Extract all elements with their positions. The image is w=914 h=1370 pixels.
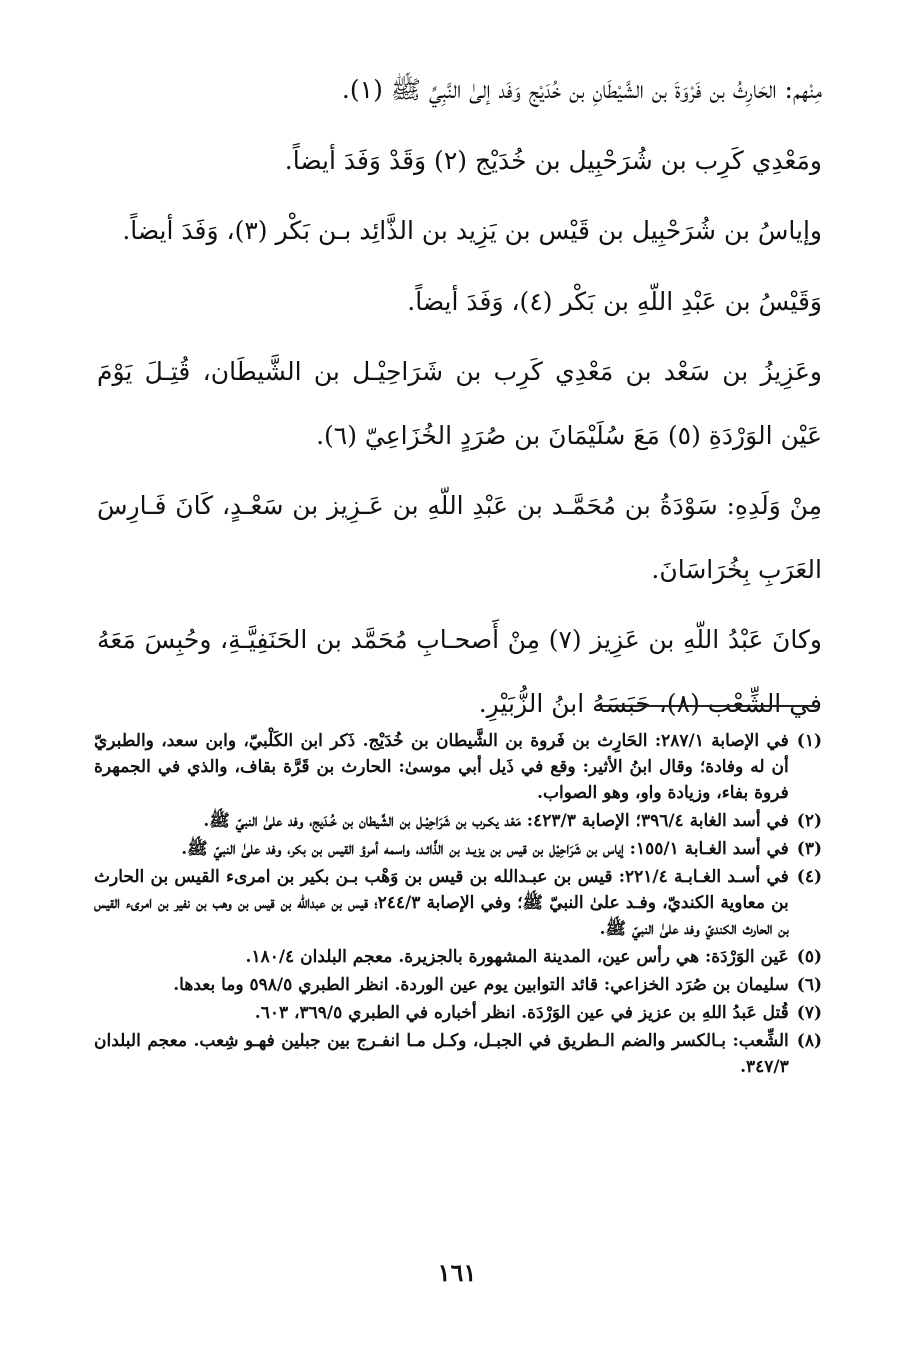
paragraph-3: وإياسُ بن شُرَحْبِيل بن قَيْس بن يَزِيد بن الذَّائِد بـن بَكْر (٣)، وَفَدَ أيضاً. <box>122 216 822 245</box>
footnote-divider <box>596 705 818 707</box>
footnote-text: عَين الوَرْدَة: هي رأس عين، المدينة المشهورة بالجزيرة. معجم البلدان ١٨٠/٤. <box>245 947 789 967</box>
footnote-number: (٣) <box>796 839 822 859</box>
paragraph-2: ومَعْدِي كَرِب بن شُرَحْبِيل بن خُدَيْج (٢) وَقَدْ وَفَدَ أيضاً. <box>284 145 822 175</box>
footnote-text: في أسـد الغـابـة ٢٢١/٤: قيس بن عبـدالله بن قيس بن وَهْب بـن بكير بن امرىء القيس بن الحارث بن معاوية الكنديّ، وفـد علىٰ النبيّ ﷺ؛ وفي الإصابة ٢٤٤/٣؛ قيس بن عبدالله بن قيس بن وهب بن نفير بن امرىء القيس بن الحارث الكنديّ وفد علىٰ النبيّ ﷺ. <box>94 867 789 939</box>
footnote-5 <box>94 944 822 970</box>
main-text <box>97 58 822 735</box>
footnote-text: في أسد الغابة ٣٩٦/٤؛ الإصابة ٤٢٣/٣: مَعْد يكـرب بن شَرَاحِيْـل بن الشَّيطان بن خُـدَيج، وفد علىٰ النبيّ ﷺ. <box>203 811 789 831</box>
footnotes <box>94 728 822 1082</box>
footnote-8 <box>94 1028 822 1080</box>
footnote-number: (٥) <box>796 947 822 967</box>
footnote-number: (٧) <box>796 1003 822 1023</box>
footnote-7 <box>94 1000 822 1026</box>
footnote-3 <box>94 836 822 862</box>
footnote-number: (٢) <box>796 811 822 831</box>
footnote-number: (٦) <box>796 975 822 995</box>
page-number: ١٦١ <box>437 1258 477 1287</box>
footnote-2 <box>94 808 822 834</box>
paragraph-7: وكانَ عَبْدُ اللّهِ بن عَزِيز (٧) مِنْ أَصحـابِ مُحَمَّد بن الحَنَفِيَّـةِ، وحُبِسَ مَعَهُ في الشِّعْب (٨)، حَبَسَهُ ابنُ الزُّبَيْرِ. <box>97 625 823 718</box>
footnote-text: سليمان بن صُرَد الخزاعي: قائد التوابين يوم عين الوردة. انظر الطبري ٥٩٨/٥ وما بعدها. <box>173 975 789 995</box>
footnote-number: (٨) <box>796 1031 822 1051</box>
footnote-6 <box>94 972 822 998</box>
paragraph-5: وعَزِيزُ بن سَعْد بن مَعْدِي كَرِب بن شَرَاحِيْـل بن الشَّيطَان، قُتِـلَ يَوْمَ عَيْن الوَرْدَةِ (٥) مَعَ سُلَيْمَانَ بن صُرَدٍ الخُزَاعِيّ (٦). <box>97 357 822 450</box>
paragraph-1: مِنْهم: الحَارِثُ بن فَرْوَةَ بن الشَّيْطَانِ بن خُدَيْج وَفَد إلىٰ النَّبِيِّ ﷺ (١). <box>341 75 822 104</box>
paragraph-4: وَقَيْسُ بن عَبْدِ اللّهِ بن بَكْر (٤)، وَفَدَ أيضاً. <box>407 286 822 316</box>
footnote-number: (١) <box>796 731 822 751</box>
footnote-text: في الإصابة ٢٨٧/١: الحَارِث بن فَروة بن الشَّيطان بن خُدَيْج. ذَكر ابن الكَلْبيّ، وابن سعد، والطبريّ أن له وفادة؛ وقال ابنُ الأثير: وقع في ذَيل أبي موسىٰ: الحارث بن قَرَّة بقاف، والذي في الجمهرة فروة بفاء، وزيادة واو، وهو الصواب. <box>94 731 789 803</box>
footnote-text: قُتل عَبدُ اللهِ بن عزيز في عين الوَرْدَة. انظر أخباره في الطبري ٣٦٩/٥، ٦٠٣. <box>254 1003 789 1023</box>
footnote-4 <box>94 864 822 942</box>
footnote-number: (٤) <box>796 867 822 887</box>
footnote-text: في أسد الغـابة ١٥٥/١: إياس بن شَرَاحِيْل بن قيس بن يزيـد بن الذَّائـد، واسمه أمرؤ القيس بن بكر، وفد علىٰ النبيّ ﷺ. <box>181 839 789 859</box>
footnote-1 <box>94 728 822 806</box>
footnote-text: الشِّعب: بـالكسر والضم الـطريق في الجبـل، وكـل مـا انفـرج بين جبلين فهـو شِعب. معجم البلدان ٣٤٧/٣. <box>94 1031 789 1077</box>
paragraph-6: مِنْ وَلَدِهِ: سَوْدَةُ بن مُحَمَّـد بن عَبْدِ اللّهِ بن عَـزِيز بن سَعْـدٍ، كَانَ فَـارِسَ العَرَبِ بِخُرَاسَانَ. <box>97 491 822 584</box>
